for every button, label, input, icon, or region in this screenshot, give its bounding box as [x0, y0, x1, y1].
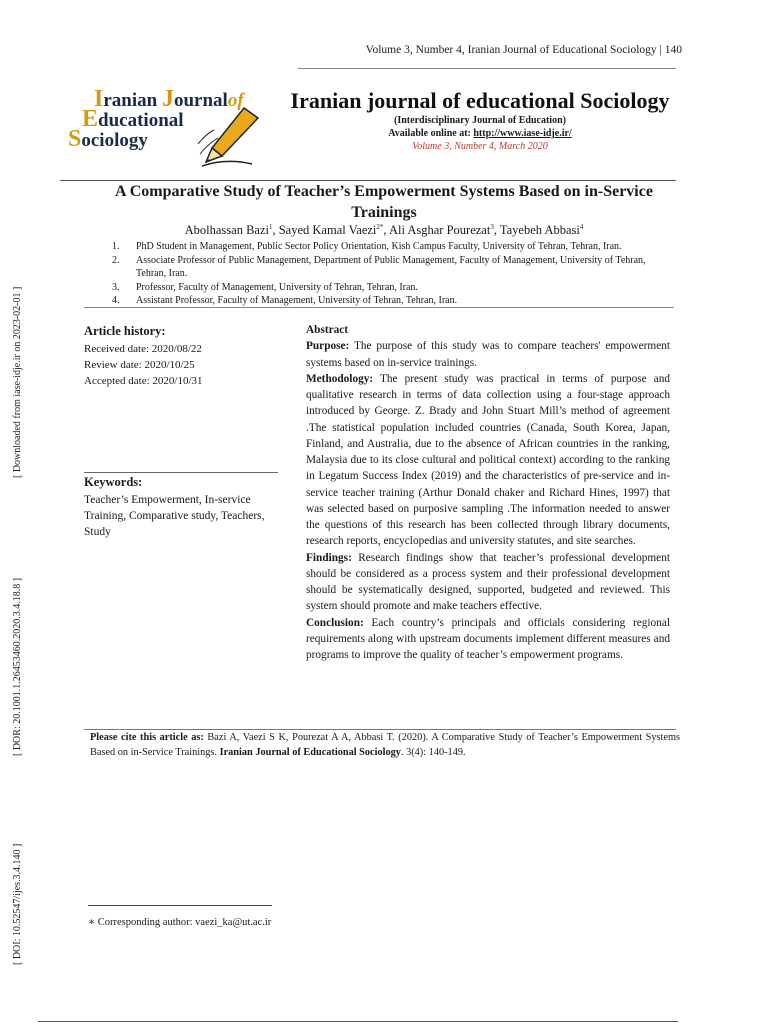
affiliations-rule: [84, 307, 674, 308]
journal-url-link[interactable]: http://www.iase-idje.ir/: [473, 128, 572, 139]
article-title: A Comparative Study of Teacher’s Empowerment Systems Based on in-Service Trainings: [115, 183, 653, 221]
journal-logo: [68, 86, 268, 168]
author-name: Abolhassan Bazi: [184, 223, 269, 238]
logo-line-1: Iranian Journalof: [94, 86, 244, 112]
review-date: Review date: 2020/10/25: [84, 359, 195, 371]
journal-title: Iranian journal of educational Sociology: [290, 88, 670, 113]
affiliations-list: [112, 240, 672, 308]
journal-volume: Volume 3, Number 4, March 2020: [412, 141, 548, 152]
received-date: Received date: 2020/08/22: [84, 343, 202, 355]
abstract-methodology: Methodology: The present study was practical in terms of purpose and qualitative research in terms of data collection using a four-stage approach introduced by George. Z. Brady and John Stuart Mill’s method of agreement .The statistical population included countries (Canada, South Korea, Japan, Finland, and Australia, due to the absence of African countries in the ranking, Malaysia due to its close cultural and political context) according to the ranking in Legatum Success Index (2019) and the characteristics of pre-service and in-service teacher training (Arthur Donald chaker and Richard Hines, 1997) that was selected based on purposive sampling .The information needed to answer the questions of this research has been collected through library documents, research reports, encyclopedias and university statutes, and site searches.: [306, 372, 670, 548]
author-list: Abolhassan Bazi$^1$, Sayed Kamal Vaezi$^{2*}$, Ali Asghar Pourezat$^3$, Tayebeh Abbasi$^4$: [184, 223, 584, 238]
running-head: Volume 3, Number 4, Iranian Journal of Educational Sociology | 140: [365, 44, 682, 56]
bottom-rule: [38, 1021, 678, 1022]
sidebar-doi: [ DOI: 10.52547/ijes.3.4.140 ]: [12, 843, 23, 965]
keywords-heading: Keywords:: [84, 475, 143, 489]
article-history: [84, 323, 284, 389]
affiliation-item: 3. Professor, Faculty of Management, University of Tehran, Tehran, Iran.: [112, 281, 418, 293]
logo-line-3: Sociology: [68, 126, 148, 152]
author-name: Ali Asghar Pourezat: [388, 223, 491, 238]
sidebar-downloaded: [ Downloaded from iase-idje.ir on 2023-02-01 ]: [12, 286, 23, 478]
affiliation-item: 4. Assistant Professor, Faculty of Management, University of Tehran, Tehran, Iran.: [112, 295, 458, 306]
abstract-section: [306, 322, 670, 663]
sidebar-dor: [ DOR: 20.1001.1.26453460.2020.3.4.18.8 ]: [12, 577, 23, 756]
pencil-icon: [196, 104, 266, 168]
abstract-purpose: Purpose: The purpose of this study was to compare teachers' empowerment systems based on in-service trainings.: [306, 340, 670, 369]
footnote-corresponding-author: ∗ Corresponding author: vaezi_ka@ut.ac.ir: [88, 917, 272, 928]
affiliation-item: 2. Associate Professor of Public Management, Department of Public Management, Faculty of Management, University of Tehran, Tehran, Iran.: [112, 254, 646, 279]
abstract-findings: Findings: Research findings show that teacher’s professional development should be considered as a process system and their professional development should be systematically designed, supported, budgeted and reviewed. This system should promote and make teachers effective.: [306, 551, 670, 613]
accepted-date: Accepted date: 2020/10/31: [84, 375, 203, 387]
citation: Please cite this article as: Bazi A, Vaezi S K, Pourezat A A, Abbasi T. (2020). A Comparative Study of Teacher’s Empowerment Systems Based on in-Service Trainings. Iranian Journal of Educational Sociology. 3(4): 140-149.: [90, 732, 680, 758]
keywords-section: [84, 474, 284, 540]
journal-availability: Available online at: http://www.iase-idje.ir/: [388, 128, 572, 139]
author-name: Sayed Kamal Vaezi: [278, 223, 377, 238]
abstract-heading: Abstract: [306, 324, 349, 336]
abstract-conclusion: Conclusion: Each country’s principals and officials considering regional requirements along with upstream documents implement different measures and programs to improve the quality of teacher’s empowerment programs.: [306, 616, 670, 661]
running-head-rule: [298, 68, 676, 69]
logo-line-2: Educational: [82, 106, 184, 132]
keywords-rule: [84, 472, 278, 473]
footnote-rule: [88, 905, 272, 906]
author-name: Tayebeh Abbasi: [499, 223, 580, 238]
journal-subtitle: (Interdisciplinary Journal of Education): [394, 115, 566, 126]
keywords-text: Teacher’s Empowerment, In-service Training, Comparative study, Teachers, Study: [84, 494, 265, 538]
affiliation-item: 1. PhD Student in Management, Public Sector Policy Orientation, Kish Campus Faculty, University of Tehran, Tehran, Iran.: [112, 241, 622, 252]
history-heading: Article history:: [84, 324, 166, 338]
